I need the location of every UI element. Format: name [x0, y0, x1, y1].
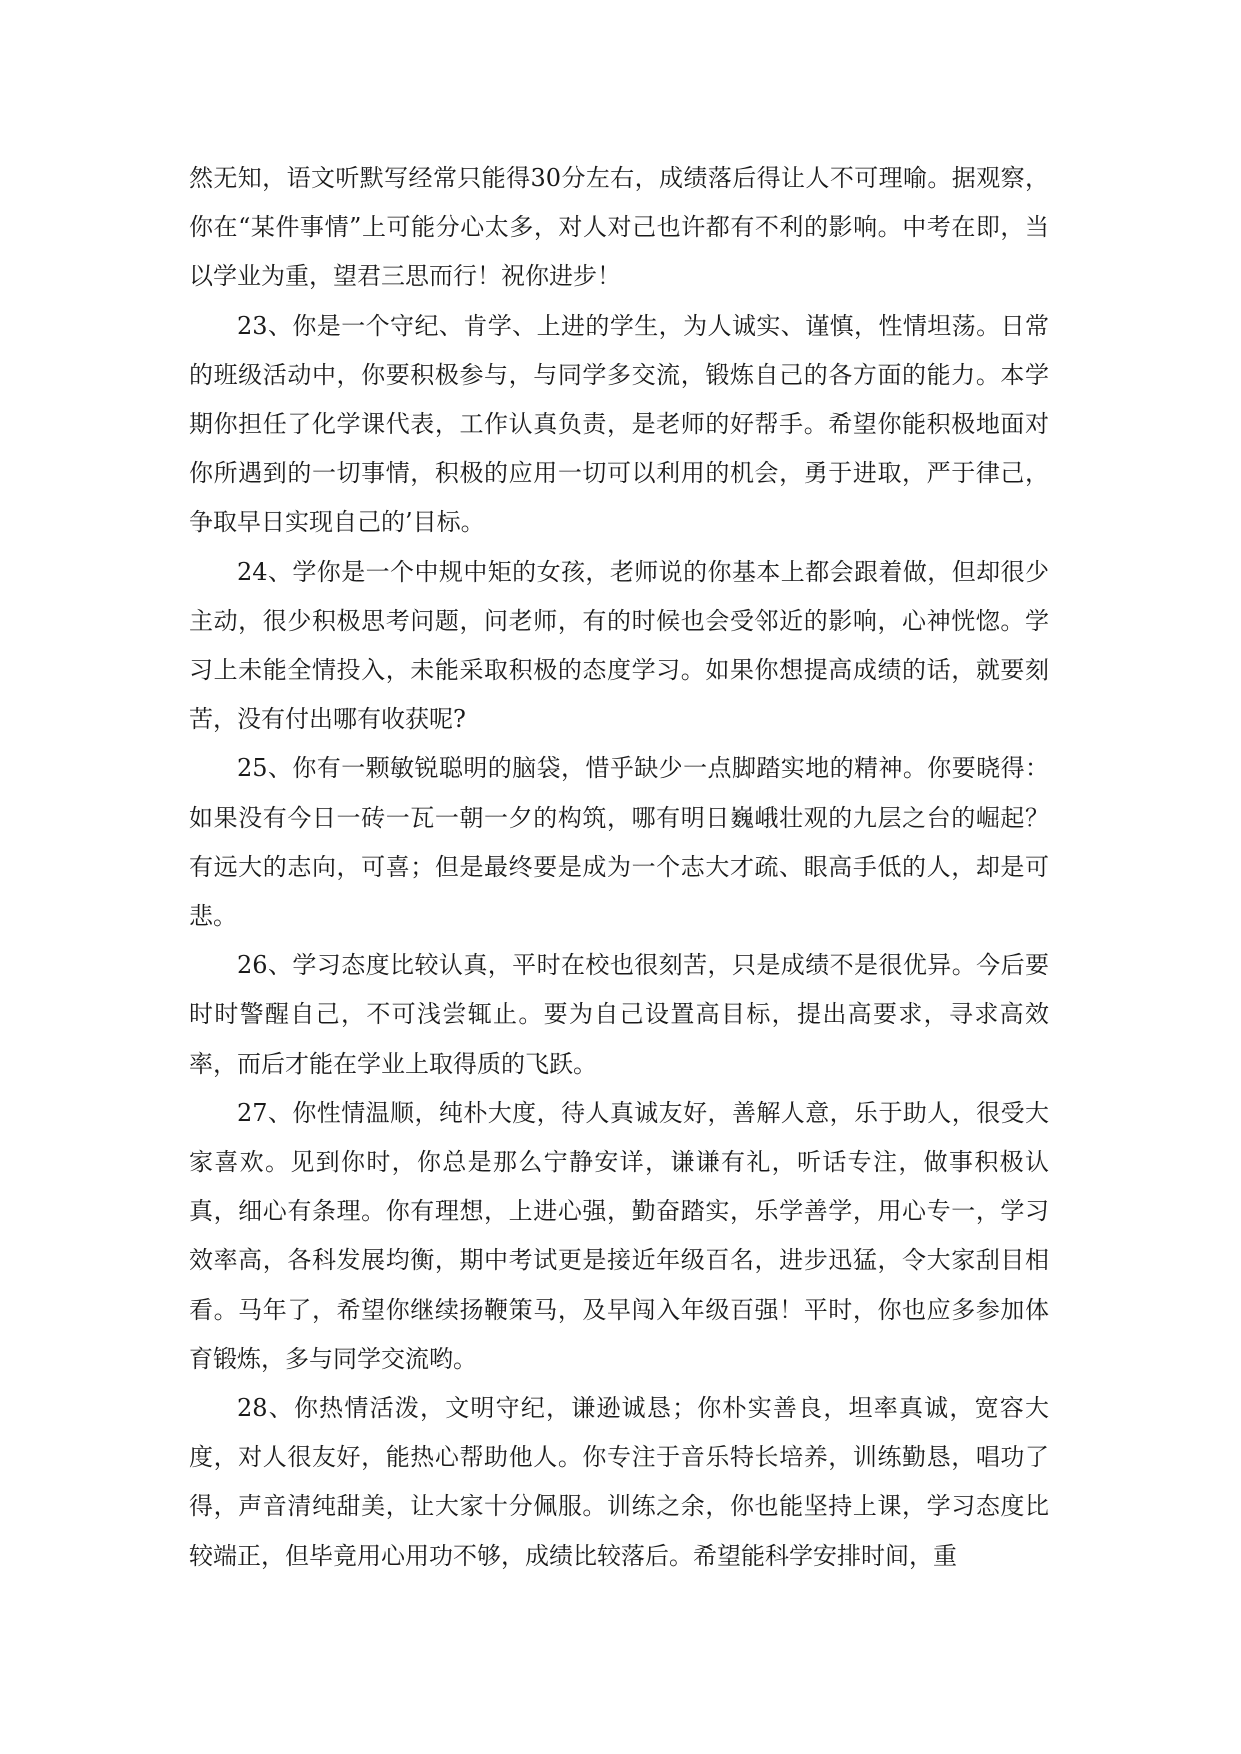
- paragraph-continued: 然无知，语文听默写经常只能得30分左右，成绩落后得让人不可理喻。据观察，你在“某件事情”上可能分心太多，对人对己也许都有不利的影响。中考在即，当以学业为重，望君三思而行！祝你进步！: [189, 164, 1049, 291]
- paragraph-comment-23: 23、你是一个守纪、肯学、上进的学生，为人诚实、谨慎，性情坦荡。日常的班级活动中，你要积极参与，与同学多交流，锻炼自己的各方面的能力。本学期你担任了化学课代表，工作认真负责，是老师的好帮手。希望你能积极地面对你所遇到的一切事情，积极的应用一切可以利用的机会，勇于进取，严于律己，争取早日实现自己的’目标。: [189, 311, 1049, 537]
- paragraph-comment-28: 28、你热情活泼，文明守纪，谦逊诚恳；你朴实善良，坦率真诚，宽容大度，对人很友好，能热心帮助他人。你专注于音乐特长培养，训练勤恳，唱功了得，声音清纯甜美，让大家十分佩服。训练之余，你也能坚持上课，学习态度比较端正，但毕竟用心用功不够，成绩比较落后。希望能科学安排时间，重: [189, 1394, 1049, 1570]
- paragraph-comment-26: 26、学习态度比较认真，平时在校也很刻苦，只是成绩不是很优异。今后要时时警醒自己，不可浅尝辄止。要为自己设置高目标，提出高要求，寻求高效率，而后才能在学业上取得质的飞跃。: [189, 951, 1049, 1078]
- document-body: [189, 154, 1049, 1581]
- paragraph-comment-27: 27、你性情温顺，纯朴大度，待人真诚友好，善解人意，乐于助人，很受大家喜欢。见到你时，你总是那么宁静安详，谦谦有礼，听话专注，做事积极认真，细心有条理。你有理想，上进心强，勤奋踏实，乐学善学，用心专一，学习效率高，各科发展均衡，期中考试更是接近年级百名，进步迅猛，令大家刮目相看。马年了，希望你继续扬鞭策马，及早闯入年级百强！平时，你也应多参加体育锻炼，多与同学交流哟。: [189, 1098, 1049, 1373]
- paragraph-comment-25: 25、你有一颗敏锐聪明的脑袋，惜乎缺少一点脚踏实地的精神。你要晓得：如果没有今日一砖一瓦一朝一夕的构筑，哪有明日巍峨壮观的九层之台的崛起？有远大的志向，可喜；但是最终要是成为一个志大才疏、眼高手低的人，却是可悲。: [189, 754, 1049, 931]
- paragraph-comment-24: 24、学你是一个中规中矩的女孩，老师说的你基本上都会跟着做，但却很少主动，很少积极思考问题，问老师，有的时候也会受邻近的影响，心神恍惚。学习上未能全情投入，未能采取积极的态度学习。如果你想提高成绩的话，就要刻苦，没有付出哪有收获呢?: [189, 557, 1049, 734]
